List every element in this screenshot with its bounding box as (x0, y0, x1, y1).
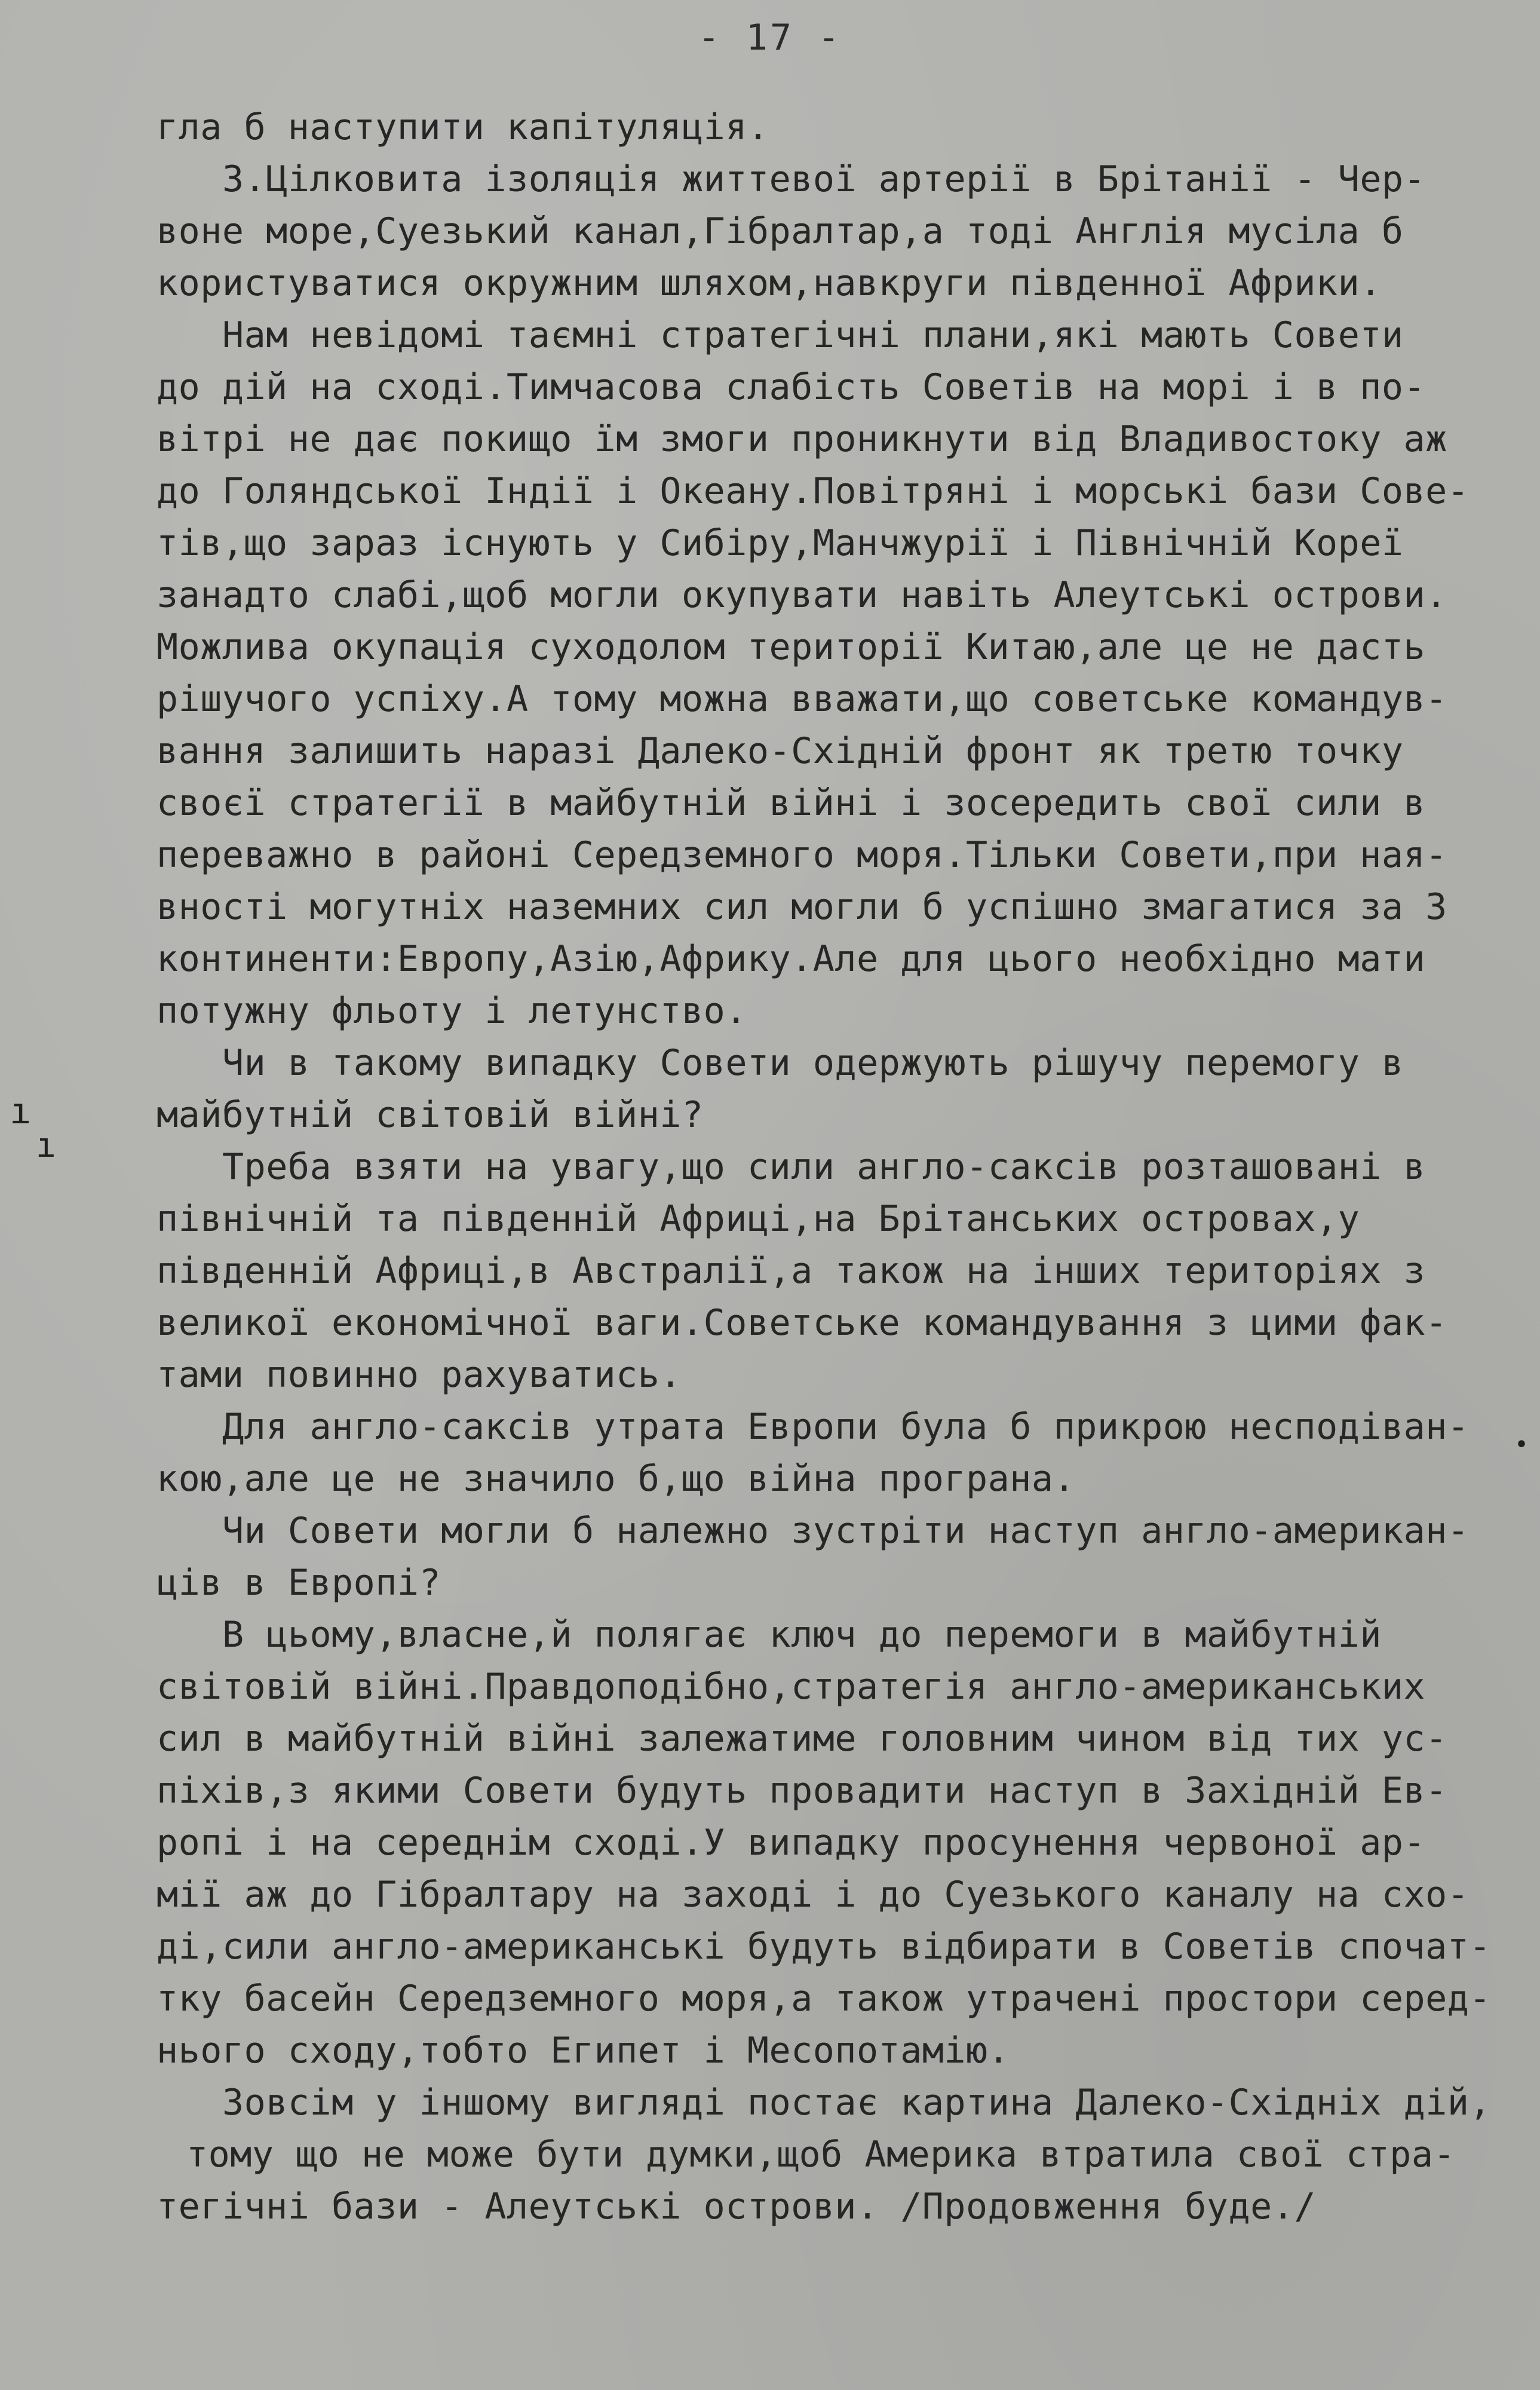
text-line: переважно в районі Середземного моря.Тільки Совети,при ная- (157, 834, 1447, 876)
text-line: В цьому,власне,й полягає ключ до перемоги в майбутній (222, 1614, 1382, 1656)
text-line: Можлива окупація суходолом території Китаю,але це не дасть (157, 626, 1426, 668)
text-line: занадто слабі,щоб могли окупувати навіть Алеутські острови. (157, 574, 1447, 616)
text-line: континенти:Европу,Азію,Африку.Але для цього необхідно мати (157, 938, 1426, 980)
text-line: тку басейн Середземного моря,а також утрачені простори серед- (157, 1978, 1492, 2020)
text-line: ропі і на середнім сході.У випадку просунення червоної ар- (157, 1822, 1426, 1864)
margin-mark: ı (10, 1090, 32, 1132)
text-line: Треба взяти на увагу,що сили англо-саксів розташовані в (222, 1146, 1426, 1188)
body-text (157, 102, 1501, 2233)
text-line: вності могутніх наземних сил могли б успішно змагатися за 3 (157, 886, 1447, 928)
text-line: рішучого успіху.А тому можна вважати,що советське командув- (157, 678, 1447, 720)
text-line: вітрі не дає покищо їм змоги проникнути від Владивостоку аж (157, 418, 1447, 460)
text-line: північній та південній Африці,на Брітанських островах,у (157, 1198, 1360, 1240)
text-line: 3.Цілковита ізоляція життевої артерії в Брітанії - Чер- (222, 158, 1426, 200)
text-line: кою,але це не значило б,що війна програна. (157, 1458, 1076, 1500)
text-line: воне море,Суезький канал,Гібралтар,а тоді Англія мусіла б (157, 210, 1404, 252)
page-number: - 17 - (698, 17, 842, 59)
text-line: Чи в такому випадку Совети одержують рішучу перемогу в (222, 1042, 1404, 1084)
text-line: південній Африці,в Австралії,а також на інших територіях з (157, 1250, 1426, 1292)
text-line: Зовсім у іншому вигляді постає картина Далеко-Східніх дій, (222, 2082, 1492, 2124)
text-line: великої економічної ваги.Советське командування з цими фак- (157, 1302, 1447, 1344)
text-line: піхів,з якими Совети будуть провадити наступ в Західній Ев- (157, 1770, 1447, 1812)
text-line: гла б наступити капітуляція. (157, 106, 769, 148)
text-line: користуватися окружним шляхом,навкруги південної Африки. (157, 262, 1382, 304)
text-line: до дій на сході.Тимчасова слабість Советів на морі і в по- (157, 366, 1426, 408)
margin-mark: ı (36, 1126, 56, 1165)
text-line: Нам невідомі таємні стратегічні плани,які мають Совети (222, 314, 1404, 356)
text-line: світовій війні.Правдоподібно,стратегія англо-американських (157, 1666, 1426, 1708)
text-line: тому що не може бути думки,щоб Америка втратила свої стра- (186, 2134, 1456, 2175)
text-line: вання залишить наразі Далеко-Східній фронт як третю точку (157, 730, 1404, 772)
text-line: ців в Европі? (157, 1562, 441, 1604)
text-line: тами повинно рахуватись. (157, 1354, 682, 1396)
text-line: тів,що зараз існують у Сибіру,Манчжурії і Північній Кореї (157, 522, 1404, 564)
text-line: потужну фльоту і летунство. (157, 990, 747, 1032)
text-line: ді,сили англо-американські будуть відбирати в Советів спочат- (157, 1926, 1492, 1968)
text-line: до Голяндської Індії і Океану.Повітряні і морські бази Сове- (157, 470, 1470, 512)
text-line: тегічні бази - Алеутські острови. /Продовження буде./ (157, 2186, 1317, 2227)
text-line: Для англо-саксів утрата Европи була б прикрою несподіван- (222, 1406, 1470, 1448)
text-line: нього сходу,тобто Египет і Месопотамію. (157, 2030, 1010, 2072)
text-line: Чи Совети могли б належно зустріти наступ англо-американ- (222, 1510, 1470, 1552)
text-line: сил в майбутній війні залежатиме головним чином від тих ус- (157, 1718, 1447, 1760)
text-line: своєї стратегії в майбутній війні і зосередить свої сили в (157, 782, 1426, 824)
text-line: мії аж до Гібралтару на заході і до Суезького каналу на схо- (157, 1874, 1470, 1916)
text-line: майбутній світовій війні? (157, 1094, 704, 1136)
margin-mark: • (1514, 1431, 1529, 1458)
